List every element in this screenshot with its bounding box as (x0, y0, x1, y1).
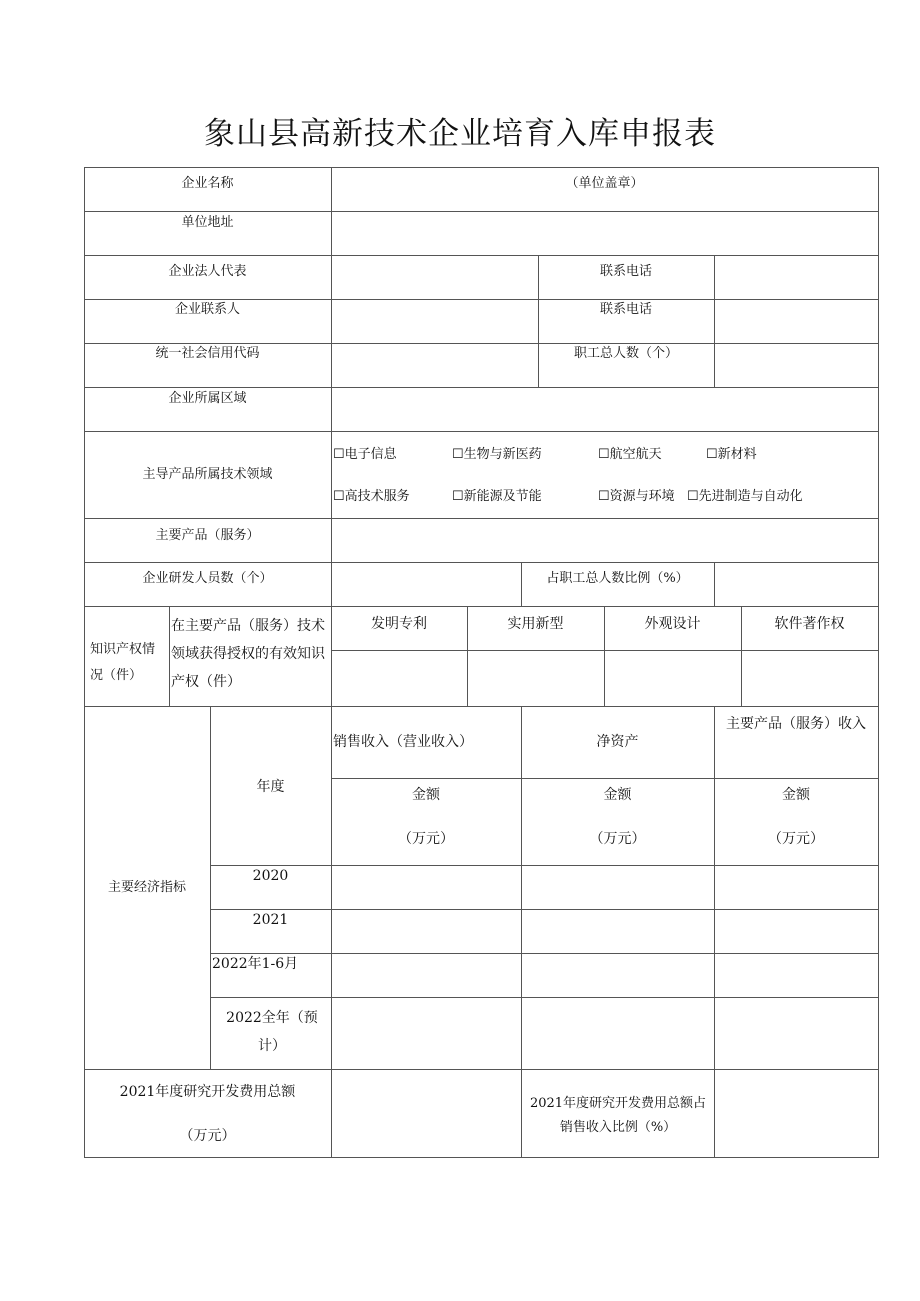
ip-header-design: 外观设计 (644, 616, 701, 632)
ip-invention-field[interactable] (331, 651, 467, 706)
ip-header-software: 软件著作权 (774, 616, 845, 632)
product-income-2021-field[interactable] (714, 910, 878, 953)
ip-software-field[interactable] (741, 651, 878, 706)
checkbox-biomedicine[interactable]: ☐生物与新医药 (452, 447, 542, 462)
tech-field-label: 主导产品所属技术领域 (142, 467, 273, 482)
grid-line (84, 431, 879, 432)
address-field[interactable] (331, 212, 878, 255)
credit-code-field[interactable] (331, 344, 538, 387)
legal-rep-field[interactable] (331, 256, 538, 299)
grid-line (169, 606, 170, 706)
checkbox-new-materials[interactable]: ☐新材料 (706, 447, 757, 462)
net-assets-2020-field[interactable] (521, 866, 714, 909)
grid-line (331, 778, 879, 779)
contact-phone-field[interactable] (714, 300, 878, 343)
rd-staff-ratio-label: 占职工总人数比例（%） (546, 571, 689, 586)
rd-expense-ratio-label: 2021年度研究开发费用总额占销售收入比例（%） (529, 1096, 707, 1135)
checkbox-hightech-service[interactable]: ☐高技术服务 (333, 489, 410, 504)
legal-rep-phone-label: 联系电话 (599, 264, 652, 279)
checkbox-advanced-manufacturing[interactable]: ☐先进制造与自动化 (687, 489, 803, 504)
year-2022-h1: 2022年1-6月 (212, 956, 299, 972)
checkbox-aerospace[interactable]: ☐航空航天 (598, 447, 662, 462)
ip-design-field[interactable] (604, 651, 741, 706)
company-name-label: 企业名称 (181, 176, 234, 191)
contact-phone-label: 联系电话 (599, 302, 652, 317)
region-label: 企业所属区域 (168, 391, 247, 406)
ip-utility-field[interactable] (467, 651, 604, 706)
sales-2021-field[interactable] (331, 910, 521, 953)
sales-2022h1-field[interactable] (331, 954, 521, 997)
sales-revenue-header: 销售收入（营业收入） (333, 734, 473, 750)
credit-code-label: 统一社会信用代码 (155, 346, 260, 361)
legal-rep-phone-field[interactable] (714, 256, 878, 299)
ip-header-utility: 实用新型 (507, 616, 564, 632)
rd-expense-label: 2021年度研究开发费用总额 (119, 1084, 296, 1100)
net-assets-header: 净资产 (596, 734, 639, 750)
product-income-2022h1-field[interactable] (714, 954, 878, 997)
net-assets-2022h1-field[interactable] (521, 954, 714, 997)
grid-line (521, 1069, 522, 1157)
ip-sublabel: 在主要产品（服务）技术领域获得授权的有效知识产权（件） (171, 618, 325, 690)
amount-label: 金额 (412, 787, 440, 803)
rd-staff-ratio-field[interactable] (714, 563, 878, 606)
rd-expense-unit: （万元） (179, 1128, 236, 1144)
sales-2022-field[interactable] (331, 998, 521, 1069)
main-product-field[interactable] (331, 519, 878, 562)
unit-label: （万元） (589, 831, 646, 847)
net-assets-2022-field[interactable] (521, 998, 714, 1069)
checkbox-new-energy[interactable]: ☐新能源及节能 (452, 489, 542, 504)
region-field[interactable] (331, 388, 878, 431)
page-title: 象山县高新技术企业培育入库申报表 (204, 116, 716, 152)
amount-label: 金额 (603, 787, 632, 803)
grid-line (878, 167, 879, 1158)
product-income-2022-field[interactable] (714, 998, 878, 1069)
main-product-label: 主要产品（服务） (155, 528, 260, 543)
staff-count-label: 职工总人数（个） (573, 346, 678, 361)
grid-line (84, 1157, 879, 1158)
ip-label: 知识产权情况（件） (90, 642, 156, 683)
sales-2020-field[interactable] (331, 866, 521, 909)
unit-label: （万元） (398, 831, 454, 847)
grid-line (84, 606, 879, 607)
checkbox-environment[interactable]: ☐资源与环境 (598, 489, 675, 504)
ip-header-invention: 发明专利 (371, 616, 427, 632)
checkbox-electronic-info[interactable]: ☐电子信息 (333, 447, 397, 462)
year-2020: 2020 (252, 868, 289, 884)
rd-staff-field[interactable] (331, 563, 521, 606)
rd-expense-ratio-field[interactable] (714, 1070, 878, 1157)
econ-label: 主要经济指标 (107, 880, 186, 895)
year-2021: 2021 (252, 912, 289, 928)
legal-rep-label: 企业法人代表 (168, 264, 247, 279)
unit-label: （万元） (768, 831, 824, 847)
rd-staff-label: 企业研发人员数（个） (142, 571, 273, 586)
year-2022-forecast: 2022全年（预计） (226, 1010, 318, 1054)
company-name-field[interactable] (331, 168, 878, 211)
contact-field[interactable] (331, 300, 538, 343)
year-header: 年度 (256, 779, 285, 795)
amount-label: 金额 (782, 787, 810, 803)
address-label: 单位地址 (181, 215, 234, 230)
staff-count-field[interactable] (714, 344, 878, 387)
main-product-income-header: 主要产品（服务）收入 (726, 716, 866, 732)
product-income-2020-field[interactable] (714, 866, 878, 909)
seal-note: （单位盖章） (565, 176, 644, 191)
grid-line (210, 706, 211, 1069)
grid-line (84, 706, 879, 707)
rd-expense-field[interactable] (331, 1070, 521, 1157)
net-assets-2021-field[interactable] (521, 910, 714, 953)
contact-label: 企业联系人 (174, 302, 240, 317)
